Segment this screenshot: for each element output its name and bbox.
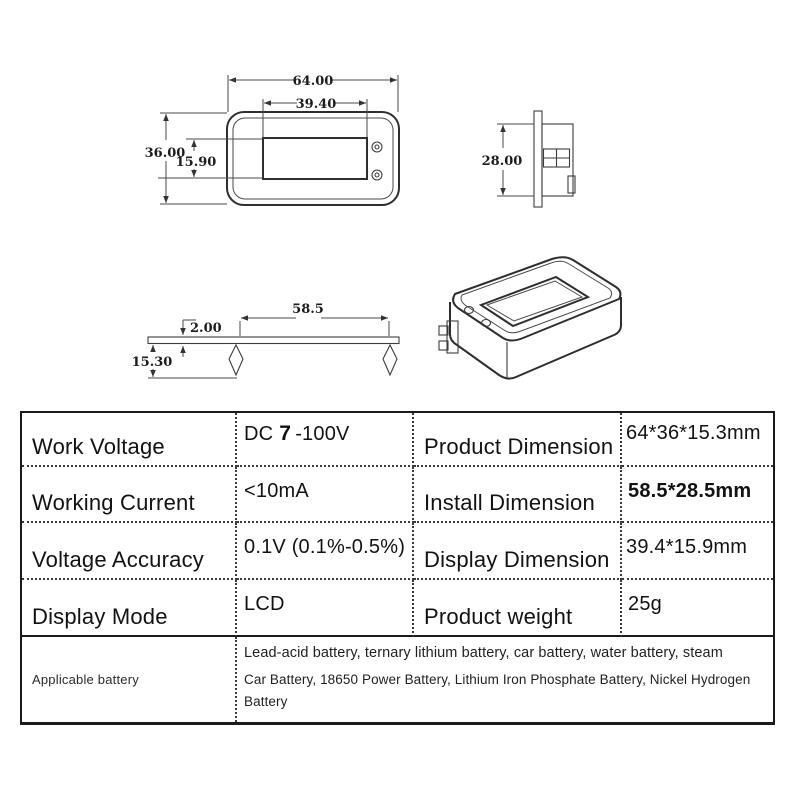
voltage-accuracy-value: 0.1V (0.1%-0.5%) xyxy=(244,536,406,558)
product-dimension-value: 64*36*15.3mm xyxy=(626,422,761,444)
profile-panel-bar xyxy=(148,337,399,344)
product-weight-value-cell xyxy=(622,580,773,637)
display-mode-label-cell xyxy=(22,580,237,637)
side-connector xyxy=(544,149,570,167)
profile-view-drawing xyxy=(132,302,399,378)
work-voltage-label-cell xyxy=(22,413,237,467)
install-dimension-value-cell xyxy=(622,467,773,523)
side-flange xyxy=(534,111,542,207)
display-mode-value-cell xyxy=(237,580,414,637)
applicable-battery-line2: Car Battery, 18650 Power Battery, Lithium Iron Phosphate Battery, Nickel Hydrogen xyxy=(244,672,751,687)
side-view-drawing xyxy=(482,111,575,207)
product-dimension-value-cell xyxy=(622,413,773,467)
display-dimension-value-cell xyxy=(622,523,773,580)
install-dimension-label: Install Dimension xyxy=(424,490,595,515)
front-view-drawing xyxy=(145,74,399,205)
dim-install-width-label: 58.5 xyxy=(292,302,324,317)
working-current-value: <10mA xyxy=(244,479,309,502)
applicable-battery-label-cell xyxy=(22,637,237,722)
dimension-panel-thickness xyxy=(183,320,222,357)
working-current-label-cell xyxy=(22,467,237,523)
product-dimension-label-cell xyxy=(414,413,622,467)
work-voltage-value-cell xyxy=(237,413,414,467)
profile-clip-right xyxy=(383,345,397,375)
dimension-install-width xyxy=(240,302,389,336)
profile-clip-left xyxy=(229,345,243,375)
display-dimension-label-cell xyxy=(414,523,622,580)
display-mode-value: LCD xyxy=(244,593,285,615)
install-dimension-label-cell xyxy=(414,467,622,523)
dim-side-height-label: 28.00 xyxy=(481,154,523,169)
screw-hole-top xyxy=(372,142,382,152)
iso-connector xyxy=(439,321,458,353)
dim-display-height-label: 15.90 xyxy=(175,155,217,170)
applicable-battery-value-cell xyxy=(237,637,773,722)
front-body-bezel xyxy=(233,118,393,199)
voltage-accuracy-label-cell xyxy=(22,523,237,580)
work-voltage-label: Work Voltage xyxy=(32,434,165,459)
dim-install-depth-label: 15.30 xyxy=(131,355,173,370)
front-body-outline xyxy=(227,112,399,205)
dimension-side-height xyxy=(482,124,534,196)
display-dimension-label: Display Dimension xyxy=(424,547,610,572)
voltage-accuracy-label: Voltage Accuracy xyxy=(32,547,204,572)
dimension-display-width xyxy=(263,97,367,137)
display-mode-label: Display Mode xyxy=(32,604,168,629)
iso-screw-hole-bottom xyxy=(482,320,491,327)
work-voltage-value: DC 7 -100V xyxy=(244,422,350,445)
applicable-battery-line3: Battery xyxy=(244,694,288,709)
dim-front-width-label: 64.00 xyxy=(292,74,334,89)
display-dimension-value: 39.4*15.9mm xyxy=(626,536,748,558)
screw-hole-bottom xyxy=(372,170,382,180)
product-dimension-label: Product Dimension xyxy=(424,434,614,459)
install-dimension-value: 58.5*28.5mm xyxy=(628,479,752,502)
dim-panel-thickness-label: 2.00 xyxy=(190,321,222,336)
product-weight-value: 25g xyxy=(628,593,662,615)
product-weight-label-cell xyxy=(414,580,622,637)
working-current-label: Working Current xyxy=(32,490,195,515)
perspective-view-drawing xyxy=(439,257,621,378)
dim-display-width-label: 39.40 xyxy=(295,97,337,112)
side-clip-tab xyxy=(568,176,575,193)
applicable-battery-label: Applicable battery xyxy=(32,672,139,687)
iso-top-face xyxy=(453,257,620,340)
applicable-battery-line1: Lead-acid battery, ternary lithium battery, car battery, water battery, steam xyxy=(244,645,723,661)
voltage-accuracy-value-cell xyxy=(237,523,414,580)
dim-front-height-label: 36.00 xyxy=(144,146,186,161)
product-weight-label: Product weight xyxy=(424,604,573,629)
front-display-window xyxy=(263,138,367,179)
spec-table xyxy=(20,411,775,725)
working-current-value-cell xyxy=(237,467,414,523)
dimension-install-depth xyxy=(132,345,237,378)
